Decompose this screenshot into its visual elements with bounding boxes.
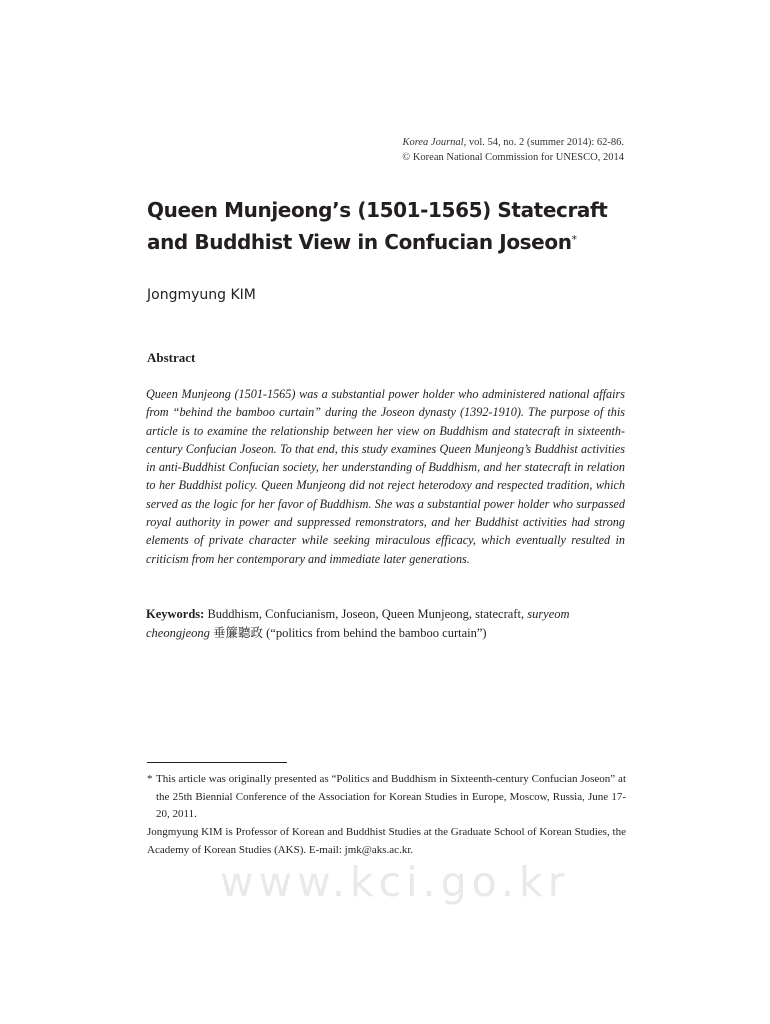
journal-name: Korea Journal	[402, 137, 464, 148]
keywords-label: Keywords:	[146, 607, 205, 621]
author-bio-note: Jongmyung KIM is Professor of Korean and Buddhist Studies at the Graduate School of Korean Studies, the Academy of Korean Studies (AKS). E-mail: jmk@aks.ac.kr.	[147, 826, 626, 856]
abstract-text: Queen Munjeong (1501-1565) was a substantial power holder who administered national affairs from “behind the bamboo curtain” during the Joseon dynasty (1392-1910). The purpose of this article is to examine the relationship between her view on Buddhism and statecraft in sixteenth-century Confucian Joseon. To that end, this study examines Queen Munjeong’s Buddhist activities in anti-Buddhist Confucian society, her understanding of Buddhism, and her statecraft in relation to her Buddhist policy. Queen Munjeong did not reject heterodoxy and respected tradition, which served as the logic for her favor of Buddhism. She was a substantial power holder who surpassed royal authority in power and suppressed remonstrators, and her Buddhist activities had strong elements of private character while seeking miraculous efficacy, which eventually resulted in criticism from her contemporary and immediate later generations.	[146, 387, 625, 566]
keywords-paragraph	[146, 605, 625, 643]
keywords-gloss: (“politics from behind the bamboo curtain”)	[266, 626, 487, 640]
footnote-divider	[147, 762, 287, 763]
title-footnote-mark: *	[571, 233, 577, 246]
copyright-line: © Korean National Commission for UNESCO, 2014	[402, 152, 624, 163]
footnote	[147, 771, 626, 824]
abstract-heading: Abstract	[147, 350, 196, 365]
watermark: www.kci.go.kr	[220, 858, 570, 906]
footnote-text: This article was originally presented as “Politics and Buddhism in Sixteenth-century Confucian Joseon” at the 25th Biennial Conference of the Association for Korean Studies in Europe, Moscow, Russia, June 17-20, 2011.	[156, 773, 626, 820]
keywords-list: Buddhism, Confucianism, Joseon, Queen Munjeong, statecraft,	[204, 607, 528, 621]
journal-volume-line	[402, 135, 624, 150]
article-title-text: Queen Munjeong’s (1501-1565) Statecraft and Buddhist View in Confucian Joseon	[147, 198, 608, 254]
article-author: Jongmyung KIM	[147, 287, 256, 303]
journal-details: , vol. 54, no. 2 (summer 2014): 62-86.	[463, 137, 624, 148]
article-title	[147, 196, 627, 257]
keywords-hanja: 垂簾聽政	[209, 626, 267, 640]
keywords-italic-term: suryeom cheongjeong	[146, 607, 570, 640]
journal-citation	[402, 135, 624, 165]
footnote-mark: *	[147, 773, 153, 785]
